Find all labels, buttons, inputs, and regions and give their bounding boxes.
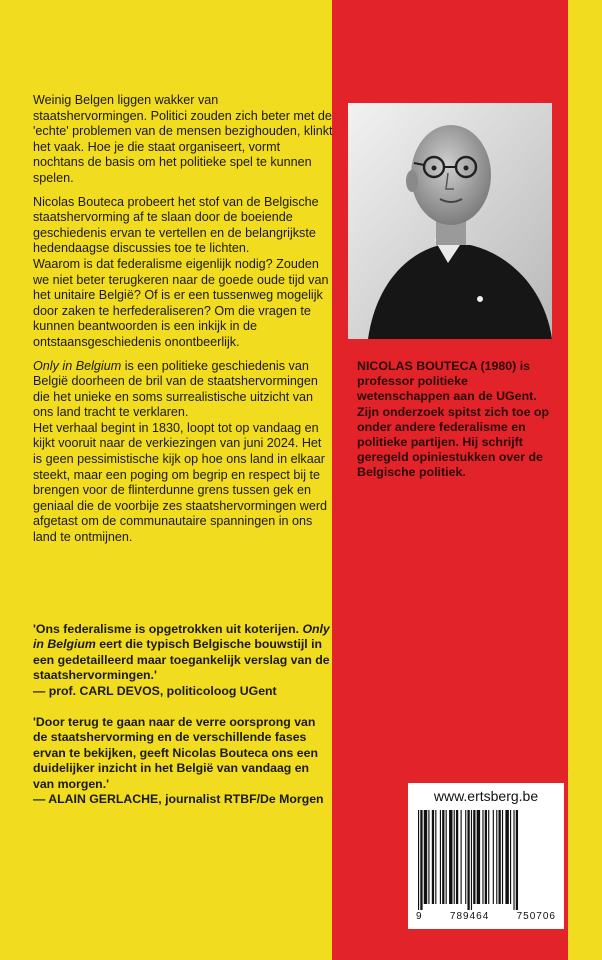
quote-attribution: — ALAIN GERLACHE, journalist RTBF/De Morgen (33, 792, 324, 807)
quote-text: eert die typisch Belgische bouwstijl in een gedetailleerd maar toegankelijk verslag van de staatshervormingen.' (33, 637, 330, 683)
barcode-bar (488, 810, 489, 904)
barcode-bar (446, 810, 447, 904)
barcode-bar (513, 810, 514, 910)
barcode-bar (428, 810, 429, 904)
author-photo (348, 103, 552, 339)
barcode-bar (461, 810, 462, 904)
review-quote (33, 622, 333, 699)
barcode-bar (424, 810, 427, 904)
blurb-paragraph: Het verhaal begint in 1830, loopt tot op vandaag en kijkt vooruit naar de verkiezingen van juni 2024. Het is geen pessimistische kijk op hoe ons land in elkaar steekt, maar een poging om begrip en respect bij te brengen voor de flinterdunne grens tussen gek en geniaal die de voorbije zes staatshervormingen werd afgetast om de communautaire spanningen in ons land te ontmijnen. (33, 420, 328, 545)
barcode-bar (456, 810, 458, 904)
barcode-bar (482, 810, 483, 904)
barcode-bar (465, 810, 466, 904)
barcode-bar (485, 810, 487, 904)
barcode-bar (502, 810, 503, 904)
barcode-bar (477, 810, 480, 904)
isbn-number (416, 911, 556, 922)
blurb-text (33, 93, 333, 554)
barcode-bar (473, 810, 475, 904)
isbn-group-2: 750706 (516, 911, 556, 922)
barcode-bar (449, 810, 452, 904)
blurb-paragraph-rest: is een politieke geschiedenis van België doorheen de bril van de staatshervormingen die het unieke en soms surrealistische uitzicht van ons land tracht te verklaren. (33, 358, 318, 420)
blurb-paragraph (33, 359, 333, 421)
blurb-paragraph: Weinig Belgen liggen wakker van staatshervormingen. Politici zouden zich beter met de 'echte' problemen van de mensen bezighouden, klinkt het vaak. Hoe je die staat organiseert, vormt nochtans de basis om het politieke spel te kunnen spelen. (33, 93, 333, 185)
barcode-bar (496, 810, 497, 904)
quote-text: 'Door terug te gaan naar de verre oorsprong van de staatshervorming en de verschillende fases ervan te bekijken, geeft Nicolas Bouteca ons een duidelijker inzicht in het België van vandaag en van morgen.' (33, 715, 318, 791)
author-portrait-illustration (348, 103, 552, 339)
review-quotes (33, 622, 333, 823)
barcode-box (408, 783, 564, 929)
barcode-bar (516, 810, 518, 910)
barcode-bar (454, 810, 455, 904)
barcode-bar (432, 810, 434, 904)
barcode-bar (493, 810, 494, 904)
barcode-bar (418, 810, 419, 910)
isbn-group-1: 789464 (449, 911, 490, 922)
barcode-bar (442, 810, 444, 904)
barcode-bar (435, 810, 436, 904)
publisher-url: www.ertsberg.be (433, 788, 539, 804)
review-quote (33, 715, 333, 807)
barcode-bar (505, 810, 508, 904)
blurb-paragraph: Waarom is dat federalisme eigenlijk nodig? Zouden we niet beter terugkeren naar de goede oude tijd van het unitaire België? Of is er een tussenweg mogelijk door zaken te herfederaliseren? Om die vragen te kunnen beantwoorden is een inkijk in de ontstaansgeschiedenis onontbeerlijk. (33, 256, 329, 349)
book-title-italic: Only in Belgium (33, 358, 122, 373)
author-bio: NICOLAS BOUTECA (1980) is professor politieke wetenschappen aan de UGent. Zijn onderzoek spitst zich toe op onder andere federalisme en politieke partijen. Hij schrijft geregeld opiniestukken over de Belgische politiek. (357, 359, 550, 480)
book-title-italic: Only in Belgium (33, 622, 330, 652)
blurb-paragraph: Nicolas Bouteca probeert het stof van de Belgische staatshervorming af te slaan door de boeiende geschiedenis ervan te vertellen en de belangrijkste hedendaagse discussies toe te lichten. (33, 194, 319, 256)
barcode-bar (471, 810, 472, 910)
barcode-bars (416, 810, 556, 910)
barcode-bar (420, 810, 422, 910)
barcode-bar (499, 810, 501, 904)
barcode-bar (510, 810, 511, 904)
barcode-bar (467, 810, 469, 910)
barcode-bar (440, 810, 441, 904)
quote-text: 'Ons federalisme is opgetrokken uit koterijen. (33, 622, 303, 636)
quote-attribution: — prof. CARL DEVOS, politicoloog UGent (33, 683, 277, 698)
isbn-first-digit: 9 (416, 911, 423, 922)
